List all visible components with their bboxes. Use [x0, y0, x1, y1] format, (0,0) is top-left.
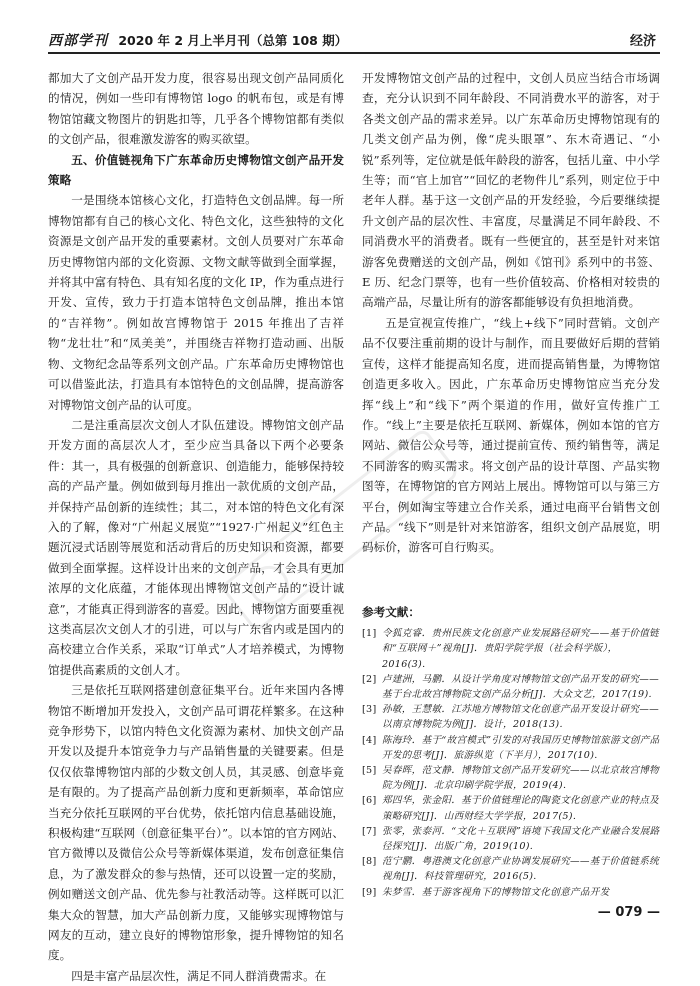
reference-item: [5] 吴春晖，范文静．博物馆文创产品开发研究——以北京故宫博物院为例[J]．北京印刷学院学报，2019(4).: [362, 764, 660, 792]
page-number: — 079 —: [597, 905, 660, 920]
reference-item: [7] 张零，张泰河．“文化＋互联网”语境下我国文化产业融合发展路径探究[J]．出版广角，2019(10).: [362, 825, 660, 852]
reference-item: [2] 卢建洲，马鹏．从设计学角度对博物馆文创产品开发的研究——基于台北故宫博物院文创产品分析[J]．大众文艺，2017(19).: [362, 673, 660, 700]
reference-item: [3] 孙敏，王慧敏．江苏地方博物馆文化创意产品开发设计研究——以南京博物院为例[J]．设计，2018(13).: [362, 704, 660, 731]
reference-item: [9] 朱梦雪．基于游客视角下的博物馆文化创意产品开发: [362, 886, 610, 898]
references-list: [362, 626, 660, 900]
paragraph: 开发博物馆文创产品的过程中，文创人员应当结合市场调查，充分认识到不同年龄段、不同消费水平的游客，对于各类文创产品的需求差异。以广东革命历史博物馆现有的几类文创产品为例，像“虎头眼罩”、东木奇遇记、“小锐”系列等，定位就是低年龄段的游客，包括儿童、中小学生等；而“官上加官”“回忆的老物件儿”系列，则定位于中老年人群。基于这一文创产品的开发经验，今后要继续提升文创产品的层次性、丰富度，尽量满足不同年龄段、不同消费水平的消费者。既有一些便宜的，甚至是针对来馆游客免费赠送的文创产品，例如《馆刊》系列中的书签、E 历、纪念门票等，也有一些价值较高、价格相对较贵的高端产品，尽量让所有的游客都能够设有负担地消费。: [362, 71, 660, 310]
paragraph: 都加大了文创产品开发力度，很容易出现文创产品同质化的情况，例如一些印有博物馆 logo 的帆布包，或是有博物馆馆藏文物图片的钥匙扣等，几乎各个博物馆都有类似的文创产品，很难激发游客的购买欲望。: [48, 71, 344, 147]
reference-item: [8] 范宁鹏．粤港澳文化创意产业协调发展研究——基于价值链系统视角[J]．科技管理研究，2016(5).: [362, 856, 660, 883]
issue-info: 2020 年 2 月上半月刊（总第 108 期）: [118, 33, 348, 48]
paragraph: 一是围绕本馆核心文化，打造特色文创品牌。每一所博物馆都有自己的核心文化、特色文化，这些独特的文化资源是文创产品开发的重要素材。文创人员要对广东革命历史博物馆内部的文化资源、文物文献等做到全面掌握，并将其中富有特色、具有知名度的文化 IP，作为重点进行开发、宣传，致力于打造本馆特色文创品牌，推出本馆的“吉祥物”。例如故宫博物馆于 2015 年推出了吉祥物“龙壮壮”和“凤美美”，并围绕吉祥物打造动画、出版物、文物纪念品等系列文创产品。广东革命历史博物馆也可以借鉴此法，打造具有本馆特色的文创品牌，提高游客对博物馆文创产品的认可度。: [48, 193, 344, 412]
references-heading: 参考文献：: [362, 604, 420, 619]
section-heading: 五、价值链视角下广东革命历史博物馆文创产品开发策略: [48, 152, 344, 188]
reference-item: [6] 郑四华，张金阳．基于价值链理论的陶瓷文化创意产业的特点及策略研究[J]．山西财经大学学报，2017(5).: [362, 795, 660, 822]
section-label: 经济: [629, 34, 656, 49]
reference-item: [1] 令狐克睿．贵州民族文化创意产业发展路径研究——基于价值链和“互联网＋”视角[J]．贵阳学院学报（社会科学版），2016(3).: [362, 628, 660, 670]
page-header: [48, 26, 660, 54]
paragraph: 三是依托互联网搭建创意征集平台。近年来国内各博物馆不断增加开发投入，文创产品可谓花样繁多。在这种竞争形势下，以馆内特色文化资源为素材、加快文创产品开发以及提升本馆竞争力与产品销售量的关键要素。但是仅仅依靠博物馆内部的少数文创人员，其灵感、创意毕竟是有限的。为了提高产品创新力度和更新频率，革命馆应当充分依托互联网的平台优势，依托馆内信息基础设施，积极构建“互联网（创意征集平台）”。以本馆的官方网站、官方微博以及微信公众号等新媒体渠道，发布创意征集信息，为了激发群众的参与热情，还可以设置一定的奖励，例如赠送文创产品、优先参与社教活动等。这样既可以汇集大众的智慧，加大产品创新力度，又能够实现博物馆与网友的互动，建立良好的博物馆形象，提升博物馆的知名度。: [48, 683, 344, 963]
paragraph: 五是宣视宣传推广，“线上+线下”同时营销。文创产品不仅要注重前期的设计与制作，而且要做好后期的营销宣传，这样才能提高知名度，进而提高销售量，为博物馆创造更多收入。因此，广东革命历史博物馆应当充分发挥“线上”和“线下”两个渠道的作用，做好宣传推广工作。“线上”主要是依托互联网、新媒体，例如本馆的官方网站、微信公众号等，通过提前宣传、预约销售等，满足不同游客的购买需求。将文创产品的设计草图、产品实物图等，在博物馆的官方网站上展出。博物馆可以与第三方平台，例如淘宝等建立合作关系，通过电商平台销售文创产品。“线下”则是针对来馆游客，组织文创产品展览，明码标价，游客可自行购买。: [362, 315, 660, 555]
paragraph: 四是丰富产品层次性，满足不同人群消费需求。在: [71, 968, 327, 983]
paragraph: 二是注重高层次文创人才队伍建设。博物馆文创产品开发方面的高层次人才，至少应当具备以下两个必要条件：其一，具有极强的创新意识、创造能力，能够保持较高的产品产量。例如做到每月推出一款优质的文创产品，并保持产品创新的连续性；其二，对本馆的特色文化有深入的了解，像对“广州起义展览”“1927·广州起义”红色主题沉浸式话剧等展览和活动背后的历史知识和资源，都要做到全面掌握。这样设计出来的文创产品，才会具有更加浓厚的文化底蕴，才能体现出博物馆文创产品的“设计诚意”，才能真正得到游客的喜爱。因此，博物馆方面要重视这类高层次文创人才的引进，可以与广东省内或是国内的高校建立合作关系，采取“订单式”人才培养模式，为博物馆提供高素质的文创人才。: [48, 417, 344, 677]
reference-item: [4] 陈海玲．基于“故宫模式”引发的对我国历史博物馆旅游文创产品开发的思考[J]．旅游纵览（下半月），2017(10).: [362, 734, 660, 761]
journal-title: 西部学刊: [48, 33, 108, 49]
journal-masthead: [48, 30, 347, 50]
